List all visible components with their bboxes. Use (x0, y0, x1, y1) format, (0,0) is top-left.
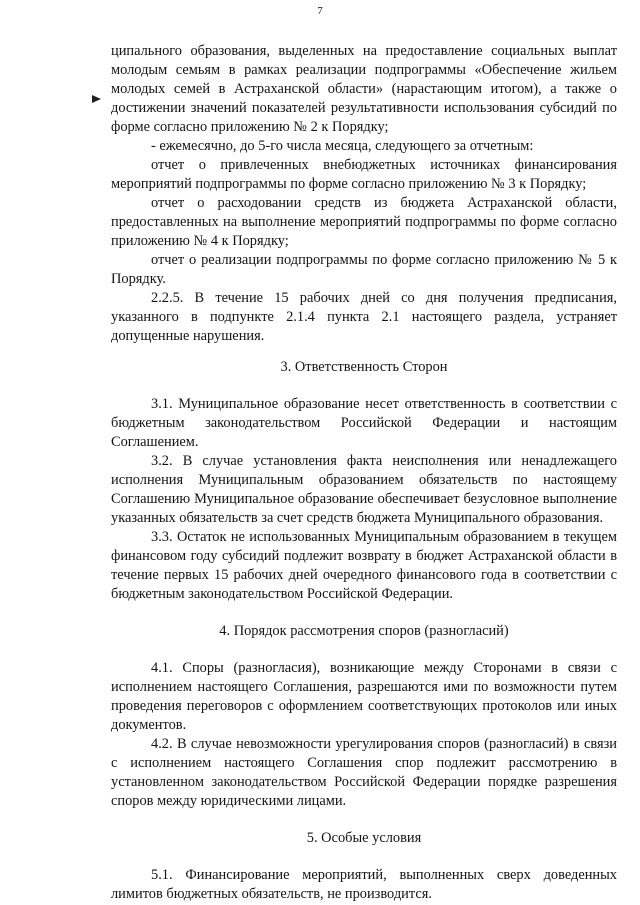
document-body (111, 42, 617, 904)
mouse-cursor-icon (92, 95, 101, 103)
section-heading-3: 3. Ответственность Сторон (280, 359, 448, 375)
paragraph-4-2: 4.2. В случае невозможности урегулирования споров (разногласий) в связи с исполнением настоящего Соглашения спор подлежит рассмотрению в установленном законодательством Российской Федерации порядке разрешения споров между юридическими лицами. (111, 736, 617, 809)
paragraph-report-extrabudget: отчет о привлеченных внебюджетных источниках финансирования мероприятий подпрограммы по форме согласно приложению № 3 к Порядку; (111, 157, 617, 192)
page-number: 7 (317, 5, 323, 17)
section-heading-4: 4. Порядок рассмотрения споров (разногласий) (219, 623, 509, 639)
paragraph-report-implementation: отчет о реализации подпрограммы по форме согласно приложению № 5 к Порядку. (111, 252, 617, 287)
paragraph-5-1: 5.1. Финансирование мероприятий, выполненных сверх доведенных лимитов бюджетных обязательств, не производится. (111, 867, 617, 902)
paragraph-3-2: 3.2. В случае установления факта неисполнения или ненадлежащего исполнения Муниципальным образованием обязательств по настоящему Соглашению Муниципальное образование обеспечивает безусловное выполнение указанных обязательств за счет средств бюджета Муниципального образования. (111, 453, 617, 526)
paragraph-3-3: 3.3. Остаток не использованных Муниципальным образованием в текущем финансовом году субсидий подлежит возврату в бюджет Астраханской области в течение первых 15 рабочих дней очередного финансового года в соответствии с бюджетным законодательством Российской Федерации. (111, 529, 617, 602)
paragraph-report-spending: отчет о расходовании средств из бюджета Астраханской области, предоставленных на выполнение мероприятий подпрограммы по форме согласно приложению № 4 к Порядку; (111, 195, 617, 249)
paragraph-4-1: 4.1. Споры (разногласия), возникающие между Сторонами в связи с исполнением настоящего Соглашения, разрешаются ими по возможности путем проведения переговоров с оформлением соответствующих протоколов или иных документов. (111, 660, 617, 733)
paragraph-3-1: 3.1. Муниципальное образование несет ответственность в соответствии с бюджетным законодательством Российской Федерации и настоящим Соглашением. (111, 396, 617, 450)
paragraph-monthly: - ежемесячно, до 5-го числа месяца, следующего за отчетным: (151, 138, 534, 154)
paragraph-report-continuation: ципального образования, выделенных на предоставление социальных выплат молодым семьям в рамках реализации подпрограммы «Обеспечение жильем молодых семей в Астраханской области» (нарастающим итогом), а также о достижении значений показателей результативности использования субсидий по форме согласно приложению № 2 к Порядку; (111, 43, 617, 135)
section-heading-5: 5. Особые условия (306, 830, 422, 846)
paragraph-2-2-5: 2.2.5. В течение 15 рабочих дней со дня получения предписания, указанного в подпункте 2.1.4 пункта 2.1 настоящего раздела, устраняет допущенные нарушения. (111, 290, 617, 344)
